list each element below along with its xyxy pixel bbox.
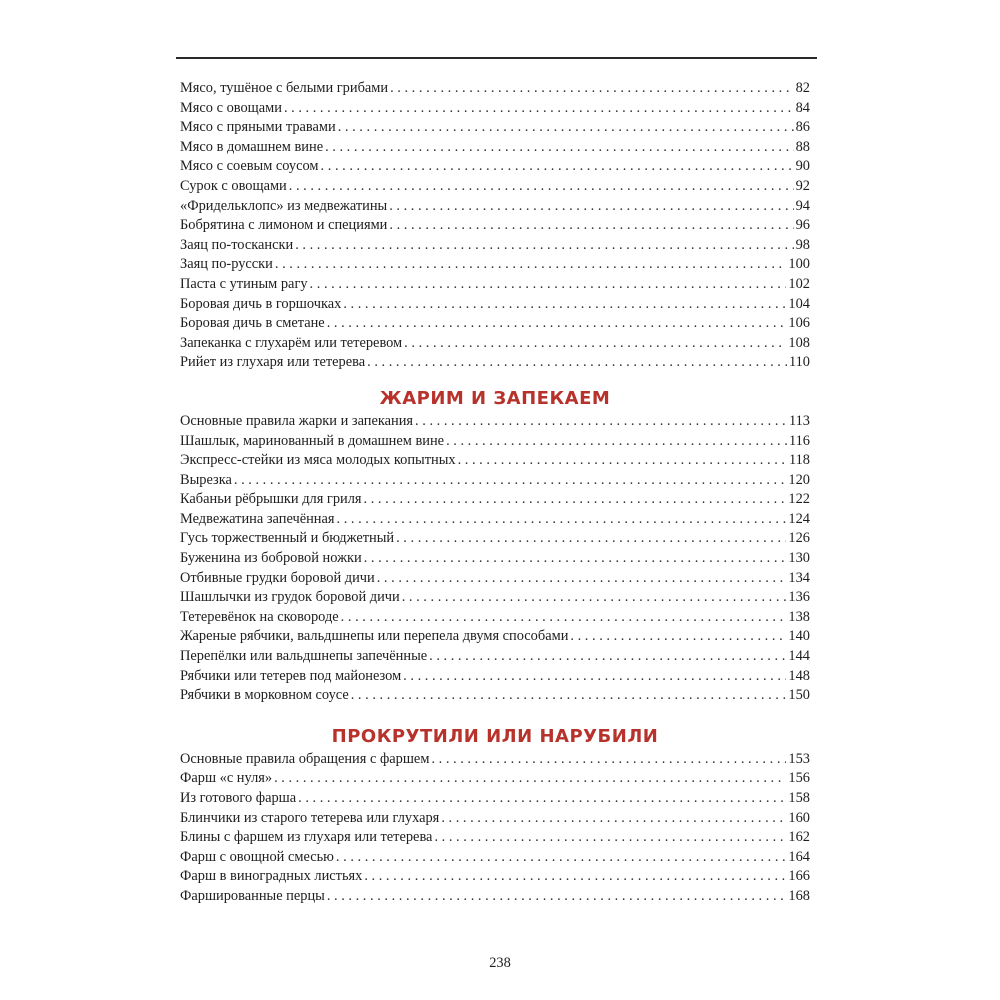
toc-entry-title: Медвежатина запечённая [180, 510, 335, 527]
dot-leader [389, 216, 793, 236]
toc-entry-title: Фарш в виноградных листьях [180, 868, 363, 885]
toc-entry-page: 153 [788, 750, 810, 767]
toc-entry-title: «Фридельклопс» из медвежатины [180, 197, 388, 214]
dot-leader [341, 608, 787, 628]
toc-entry-title: Мясо в домашнем вине [180, 138, 324, 155]
toc-entry-title: Заяц по-тоскански [180, 236, 294, 253]
toc-entry[interactable] [180, 334, 810, 354]
toc-entry[interactable] [180, 647, 810, 667]
toc-entry[interactable] [180, 118, 810, 138]
toc-entry[interactable] [180, 314, 810, 334]
toc-entry-title: Мясо с пряными травами [180, 119, 336, 136]
toc-entry-title: Шашлык, маринованный в домашнем вине [180, 432, 445, 449]
toc-entry-title: Рийет из глухаря или тетерева [180, 354, 366, 371]
toc-entry[interactable] [180, 236, 810, 256]
dot-leader [390, 79, 794, 99]
toc-entry-page: 166 [788, 868, 810, 885]
toc-entry-page: 106 [788, 315, 810, 332]
toc-entry[interactable] [180, 848, 810, 868]
toc-entry-page: 88 [795, 138, 810, 155]
toc-entry-title: Заяц по-русски [180, 256, 273, 273]
toc-entry-title: Паста с утиным рагу [180, 275, 308, 292]
toc-entry[interactable] [180, 79, 810, 99]
dot-leader [336, 848, 786, 868]
toc-entry-page: 124 [788, 510, 810, 527]
toc-entry[interactable] [180, 510, 810, 530]
toc-entry-page: 113 [788, 412, 810, 429]
toc-entry-page: 168 [788, 887, 810, 904]
toc-entry-page: 148 [788, 667, 810, 684]
dot-leader [310, 275, 787, 295]
toc-entry[interactable] [180, 667, 810, 687]
toc-entry[interactable] [180, 789, 810, 809]
toc-entry[interactable] [180, 867, 810, 887]
toc-entry-title: Шашлычки из грудок боровой дичи [180, 589, 400, 606]
toc-entry-title: Рябчики в морковном соусе [180, 687, 349, 704]
toc-entry-page: 94 [795, 197, 810, 214]
toc-entry-title: Из готового фарша [180, 790, 297, 806]
toc-entry-page: 160 [788, 809, 810, 826]
toc-entry-page: 84 [795, 99, 810, 116]
toc-entry-page: 110 [788, 354, 810, 371]
toc-entry[interactable] [180, 809, 810, 829]
toc-entry-title: Мясо с овощами [180, 99, 282, 116]
toc-entry[interactable] [180, 769, 810, 789]
dot-leader [441, 809, 786, 829]
dot-leader [338, 118, 794, 138]
toc-entry-title: Основные правила обращения с фаршем [180, 750, 430, 767]
toc-entry[interactable] [180, 432, 810, 452]
toc-entry-title: Перепёлки или вальдшнепы запечённые [180, 648, 428, 665]
toc-entry-title: Блинчики из старого тетерева или глухаря [180, 809, 440, 826]
toc-entry[interactable] [180, 887, 810, 907]
toc-entry-title: Гусь торжественный и бюджетный [180, 530, 395, 547]
toc-entry-page: 122 [788, 491, 810, 508]
toc-entry[interactable] [180, 471, 810, 491]
toc-entry-page: 98 [795, 236, 810, 253]
toc-entry-title: Боровая дичь в сметане [180, 315, 325, 332]
dot-leader [446, 432, 787, 452]
toc-entry[interactable] [180, 451, 810, 471]
toc-entry-title: Жареные рябчики, вальдшнепы или перепела двумя способами [180, 628, 569, 645]
dot-leader [367, 353, 787, 373]
toc-entry[interactable] [180, 828, 810, 848]
dot-leader [337, 510, 787, 530]
dot-leader [377, 569, 787, 589]
toc-entry-title: Мясо с соевым соусом [180, 158, 319, 175]
toc-entry-page: 120 [788, 471, 810, 488]
toc-entry-title: Буженина из бобровой ножки [180, 550, 362, 567]
toc-entry[interactable] [180, 255, 810, 275]
toc-entry-page: 138 [788, 608, 810, 625]
toc-entry-title: Фарш с овощной смесью [180, 848, 334, 865]
toc-entry-title: Кабаньи рёбрышки для гриля [180, 491, 362, 508]
dot-leader [321, 157, 794, 177]
dot-leader [415, 412, 787, 432]
toc-entry-page: 116 [788, 432, 810, 449]
dot-leader [364, 549, 787, 569]
dot-leader [434, 828, 786, 848]
dot-leader [295, 236, 793, 256]
toc-entry-page: 104 [788, 295, 810, 312]
toc-entry[interactable] [180, 569, 810, 589]
dot-leader [327, 887, 787, 907]
dot-leader [351, 686, 787, 706]
dot-leader [325, 138, 794, 158]
toc-entry[interactable] [180, 608, 810, 628]
toc-entry[interactable] [180, 686, 810, 706]
toc-entry[interactable] [180, 529, 810, 549]
toc-entry-title: Вырезка [180, 471, 232, 488]
table-of-contents [180, 79, 810, 907]
toc-entry[interactable] [180, 197, 810, 217]
toc-entry-page: 150 [788, 687, 810, 704]
toc-entry[interactable] [180, 627, 810, 647]
toc-entry[interactable] [180, 353, 810, 373]
toc-section-minced [180, 750, 810, 907]
toc-entry[interactable] [180, 99, 810, 119]
toc-entry[interactable] [180, 138, 810, 158]
toc-entry-page: 164 [788, 848, 810, 865]
toc-entry-page: 126 [788, 530, 810, 547]
toc-entry-title: Блины с фаршем из глухаря или тетерева [180, 829, 433, 846]
dot-leader [402, 588, 787, 608]
toc-entry[interactable] [180, 490, 810, 510]
toc-entry[interactable] [180, 295, 810, 315]
dot-leader [284, 99, 794, 119]
toc-entry-title: Отбивные грудки боровой дичи [180, 569, 375, 586]
toc-entry-title: Бобрятина с лимоном и специями [180, 217, 388, 234]
toc-entry-page: 102 [788, 275, 810, 292]
dot-leader [274, 769, 786, 789]
toc-entry[interactable] [180, 216, 810, 236]
toc-entry-page: 90 [795, 158, 810, 175]
toc-entry-title: Основные правила жарки и запекания [180, 412, 414, 429]
dot-leader [343, 295, 786, 315]
toc-entry[interactable] [180, 177, 810, 197]
section-heading-fry-bake: ЖАРИМ И ЗАПЕКАЕМ [379, 387, 611, 409]
toc-entry[interactable] [180, 412, 810, 432]
toc-section-fry-bake [180, 412, 810, 706]
toc-entry-page: 130 [788, 550, 810, 567]
toc-entry-page: 156 [788, 770, 810, 787]
dot-leader [396, 529, 786, 549]
dot-leader [364, 867, 786, 887]
toc-entry-title: Фаршированные перцы [180, 887, 325, 904]
toc-entry[interactable] [180, 157, 810, 177]
dot-leader [431, 750, 786, 770]
dot-leader [429, 647, 786, 667]
dot-leader [570, 627, 786, 647]
dot-leader [458, 451, 787, 471]
dot-leader [404, 334, 786, 354]
dot-leader [289, 177, 794, 197]
toc-entry[interactable] [180, 549, 810, 569]
toc-entry-page: 86 [795, 119, 810, 136]
dot-leader [327, 314, 787, 334]
toc-entry-page: 140 [788, 628, 810, 645]
toc-entry[interactable] [180, 750, 810, 770]
top-divider [176, 57, 817, 59]
toc-entry-page: 92 [795, 177, 810, 194]
toc-entry-title: Боровая дичь в горшочках [180, 295, 342, 312]
toc-entry-page: 158 [788, 790, 810, 806]
dot-leader [275, 255, 787, 275]
dot-leader [234, 471, 787, 491]
toc-entry-title: Экспресс-стейки из мяса молодых копытных [180, 452, 456, 469]
toc-entry-page: 118 [788, 452, 810, 469]
toc-entry-page: 134 [788, 569, 810, 586]
dot-leader [298, 789, 786, 809]
toc-entry[interactable] [180, 275, 810, 295]
toc-entry-page: 144 [788, 648, 810, 665]
toc-entry-page: 82 [795, 80, 810, 96]
toc-entry-title: Сурок с овощами [180, 177, 287, 194]
toc-entry-title: Фарш «с нуля» [180, 770, 273, 787]
toc-section-stew [180, 79, 810, 373]
toc-entry-page: 100 [788, 256, 810, 273]
toc-entry-page: 108 [788, 334, 810, 351]
toc-entry-title: Тетеревёнок на сковороде [180, 608, 339, 625]
toc-entry[interactable] [180, 588, 810, 608]
toc-entry-title: Запеканка с глухарём или тетеревом [180, 334, 403, 351]
toc-entry-title: Мясо, тушёное с белыми грибами [180, 80, 389, 96]
toc-entry-title: Рябчики или тетерев под майонезом [180, 667, 402, 684]
toc-entry-page: 136 [788, 589, 810, 606]
dot-leader [403, 667, 786, 687]
toc-entry-page: 162 [788, 829, 810, 846]
toc-entry-page: 96 [795, 217, 810, 234]
dot-leader [364, 490, 787, 510]
section-heading-minced: ПРОКРУТИЛИ ИЛИ НАРУБИЛИ [331, 725, 659, 747]
page-number: 238 [489, 955, 511, 971]
dot-leader [389, 197, 793, 217]
